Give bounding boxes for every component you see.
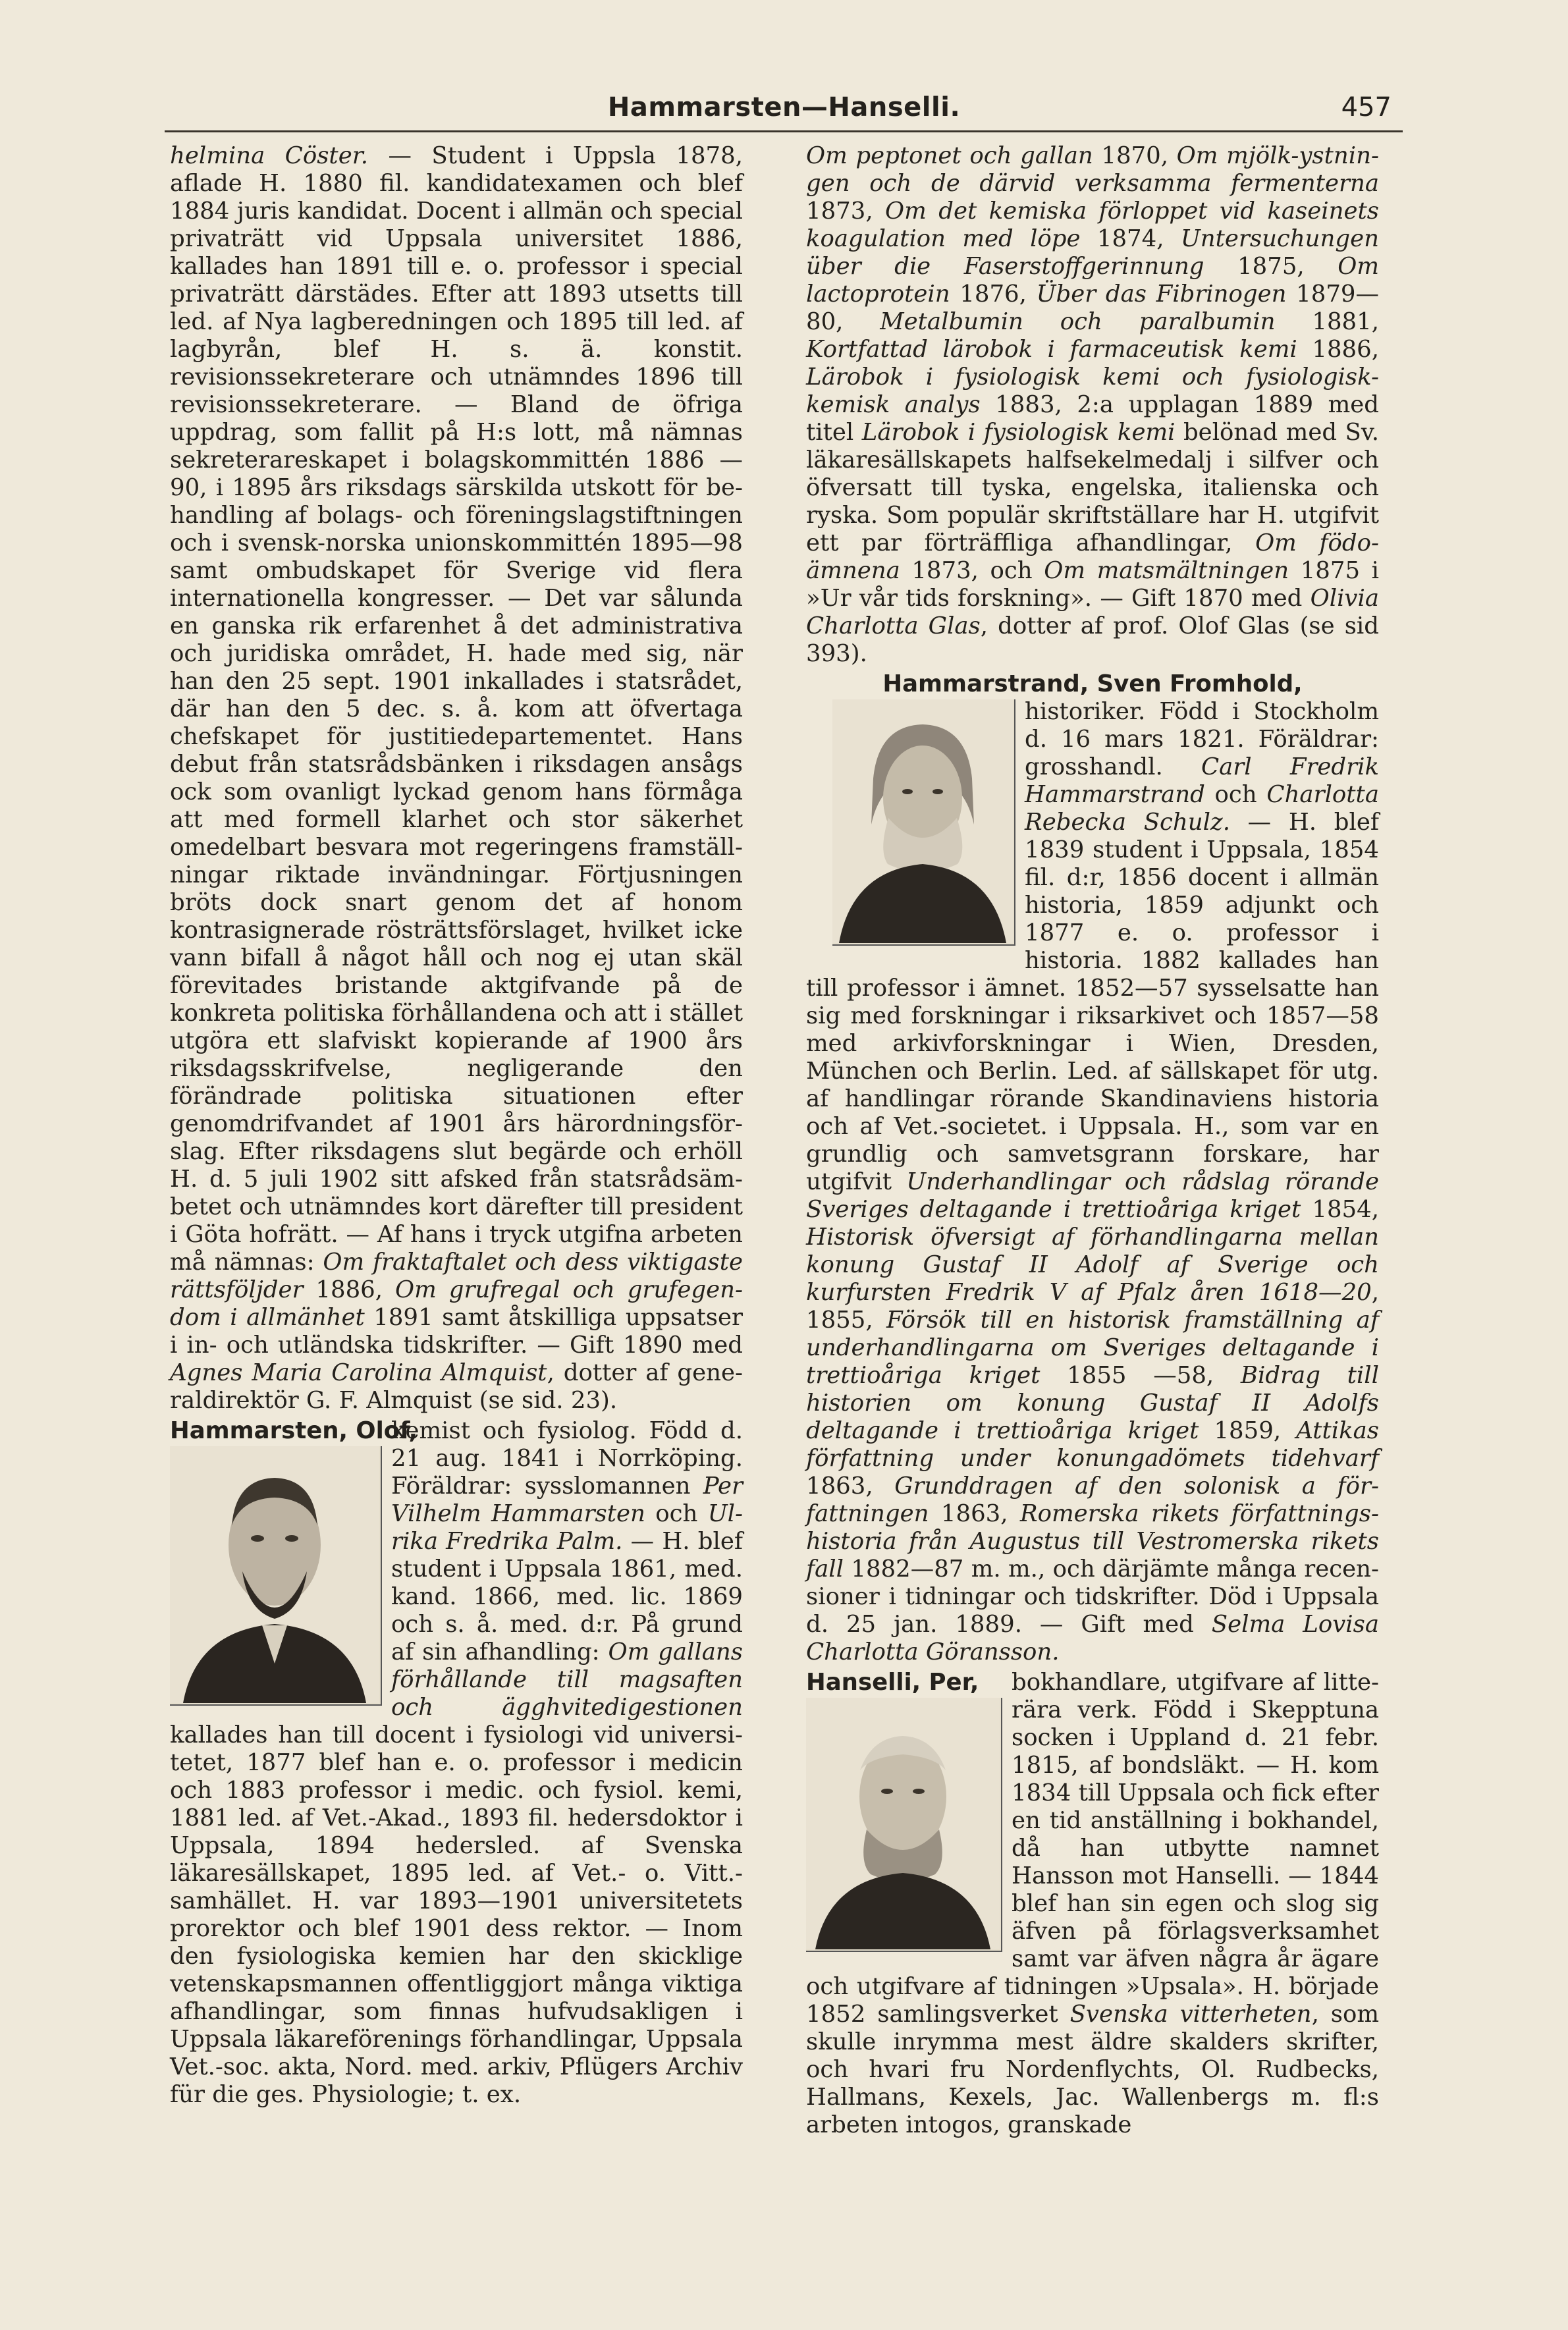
italic-run: Om mjölk-ystningen och de därvid verksamma fermenterna <box>806 142 1379 197</box>
text-run: belönad med Sv. läkaresällskapets halfsekelmedalj i silfver och öfversatt till tyska, engelska, italienska och ryska. Som populär skriftställare har H. utgifvit ett par förträffliga afhandlingar, <box>806 419 1379 556</box>
text-run: bokhandlare, utgifvare af litterära verk. Född i Skepptuna socken i Uppland d. 21 febr. 1815, af bondsläkt. — H. kom 1834 till Uppsala och fick efter en tid anställning i bokhandel, då han utbytte namnet Hansson mot Hanselli. — 1844 blef han sin egen och slog sig äfven på förlagsverksamhet samt var äfven några år ägare och utgifvare af tidningen »Upsala». H. började 1852 samlingsverket <box>806 1669 1379 2028</box>
text-run: 1886, <box>303 1276 396 1303</box>
entry-hanselli-body <box>806 1669 1379 2139</box>
italic-run: Per Vilhelm Hammarsten <box>391 1473 743 1527</box>
text-run: och <box>645 1500 708 1527</box>
text-run: , dotter af prof. Olof Glas (se sid 393). <box>806 612 1380 667</box>
portrait-hammarstrand <box>832 699 1015 946</box>
text-run: 1875 i »Ur vår tids forskning». — Gift 1870 med <box>806 557 1379 612</box>
italic-run: Grunddragen af den solonisk a författningen <box>806 1473 1379 1527</box>
italic-run: Lärobok i fysiologisk kemi <box>861 419 1176 446</box>
text-run: 1879—80, <box>806 281 1379 335</box>
text-run: kallades han till docent i fysiologi vid universitetet, 1877 blef han e. o. professor i medicin och 1883 professor i medic. och fysiol. kemi, 1881 led. af Vet.-Akad., 1893 fil. hedersdoktor i Uppsala, 1894 hedersled. af Svenska läkaresällskapet, 1895 led. af Vet.- o. Vitt.-samhället. H. var 1893—1901 universitetets prorektor och blef 1901 dess rektor. — Inom den fysiologiska kemien har den skicklige vetenskapsmannen offentliggjort många viktiga afhandlingar, som finnas hufvudsakligen i Uppsala läkareförenings förhandlingar, Uppsala Vet.-soc. akta, Nord. med. arkiv, Pflügers Archiv für die ges. Physiologie; t. ex. <box>170 1721 743 2108</box>
italic-run: Selma Lovisa Charlotta Göransson. <box>806 1611 1379 1666</box>
text-run: — H. blef student i Uppsala 1861, med. kand. 1866, med. lic. 1869 och s. å. med. d:r. På grund af sin afhandling: <box>391 1528 743 1666</box>
italic-run: Agnes Maria Carolina Almquist <box>170 1359 547 1386</box>
left-para-1 <box>170 142 743 1415</box>
italic-run: Über das Fibrinogen <box>1036 281 1287 308</box>
text-run: 1874, <box>1080 225 1181 252</box>
italic-run: Untersuchungen über die Faserstoffgerinnung <box>806 225 1380 280</box>
text-run: 1855 —58, <box>1040 1362 1241 1389</box>
header-rule <box>165 130 1403 132</box>
italic-run: Kortfattad lärobok i farmaceutisk kemi <box>806 336 1297 363</box>
italic-run: Metalbumin och paralbumin <box>880 308 1276 335</box>
text-run: 1863, <box>929 1500 1020 1527</box>
text-run: 1881, <box>1275 308 1379 335</box>
text-run: , dotter af generaldirektör G. F. Almquist (se sid. 23). <box>170 1359 743 1414</box>
portrait-hanselli-photo-icon <box>806 1698 1000 1949</box>
text-run: 1863, <box>806 1473 895 1500</box>
italic-run: Attikas författning under konungadömets tidehvarf <box>806 1417 1379 1472</box>
text-run: 1873, och <box>900 557 1044 584</box>
italic-run: Om matsmältningen <box>1044 557 1289 584</box>
italic-run: Om gallans förhållande till magsaften och ägghvitedigestionen <box>391 1639 743 1721</box>
italic-run: Om grufregal och grufegendom i allmänhet <box>170 1276 743 1331</box>
portrait-hammarsten-photo-icon <box>170 1446 379 1703</box>
italic-run: Om det kemiska förloppet vid kaseinets koagulation med löpe <box>806 198 1379 252</box>
text-run: 1876, <box>950 281 1037 308</box>
text-run: 1883, 2:a upplagan 1889 med titel <box>806 391 1380 446</box>
italic-run: Olivia Charlotta Glas <box>806 585 1379 639</box>
text-run: 1886, <box>1297 336 1379 363</box>
page-number: 457 <box>1341 92 1392 122</box>
text-run: och <box>1204 781 1267 808</box>
text-run: kemist och fysiolog. Född d. 21 aug. 1841 i Norrköping. Föräldrar: sysslomannen <box>391 1417 743 1500</box>
italic-run: Om lactoprotein <box>806 253 1379 308</box>
italic-run: Romerska rikets författningshistoria från Augustus till Vestromerska rikets fall <box>806 1500 1379 1583</box>
text-run: 1854, <box>1301 1196 1379 1223</box>
entry-hammarstrand-body <box>806 698 1379 1666</box>
italic-run: Om födoämnena <box>806 529 1379 584</box>
portrait-hammarsten <box>170 1446 382 1706</box>
entry-hanselli-headword: Hanselli, Per, <box>806 1669 979 1696</box>
entry-hammarstrand-headword: Hammarstrand, Sven Fromhold, <box>882 670 1303 697</box>
entry-hammarstrand-head <box>806 670 1379 698</box>
text-run: 1882—87 m. m., och därjämte många recensioner i tidningar och tidskrifter. Död i Uppsala d. 25 jan. 1889. — Gift med <box>806 1556 1379 1638</box>
right-para-1 <box>806 142 1379 668</box>
right-column <box>806 142 1379 2139</box>
text-run: 1859, <box>1199 1417 1297 1444</box>
italic-run: Ulrika Fredrika Palm. <box>391 1500 743 1555</box>
text-run: , som skulle inrymma mest äldre skalders skrifter, och hvari fru Nordenflychts, Ol. Rudbecks, Hallmans, Kexels, Jac. Wallenbergs m. fl:s arbeten intogos, granskade <box>806 2001 1380 2138</box>
entry-hammarsten-headword: Hammarsten, Olof, <box>170 1417 418 1444</box>
left-column <box>170 142 743 2109</box>
portrait-hammarstrand-photo-icon <box>832 699 1013 943</box>
portrait-hanselli <box>806 1698 1002 1952</box>
italic-run: Svenska vitterheten <box>1069 2001 1312 2028</box>
text-run: , 1855, <box>806 1279 1379 1334</box>
text-run: 1870, <box>1093 142 1177 169</box>
italic-run: Bidrag till historien om konung Gustaf II Adolfs deltagande i trettioåriga kriget <box>806 1362 1379 1444</box>
italic-run: helmina Cöster. <box>170 142 369 169</box>
italic-run: Om fraktaftalet och dess viktigaste rättsföljder <box>170 1249 743 1303</box>
italic-run: Försök till en historisk framställning af underhandlingarna om Sveriges deltagande i trettioåriga kriget <box>806 1307 1379 1389</box>
text-run: 1891 samt åtskilliga uppsatser i in- och utländska tidskrifter. — Gift 1890 med <box>170 1304 743 1359</box>
italic-run: Carl Fredrik Hammarstrand <box>1025 753 1379 808</box>
text-run: historiker. Född i Stockholm d. 16 mars 1821. Föräldrar: grosshandl. <box>1025 698 1379 780</box>
text-run: — H. blef 1839 student i Uppsala, 1854 fil. d:r, 1856 docent i allmän historia, 1859 adjunkt och 1877 e. o. professor i historia. 1882 kallades han till professor i ämnet. 1852—57 sysselsatte han sig med forskningar i riksarkivet och 1857—58 med arkivforskningar i Wien, Dresden, München och Berlin. Led. af sällskapet för utg. af handlingar rörande Skandinaviens historia och af Vet.-societet. i Uppsala. H., som var en grundlig och samvetsgrann forskare, har utgifvit <box>806 809 1379 1195</box>
text-run: 1875, <box>1204 253 1338 280</box>
running-header: Hammarsten—Hanselli. <box>607 92 961 122</box>
italic-run: Historisk öfversigt af förhandlingarna mellan konung Gustaf II Adolf af Sverige och kurfursten Fredrik V af Pfalz åren 1618—20 <box>806 1224 1379 1306</box>
entry-hammarsten-body <box>170 1417 743 2109</box>
text-run: 1873, <box>806 198 886 225</box>
italic-run: Om peptonet och gallan <box>806 142 1093 169</box>
italic-run: Charlotta Rebecka Schulz. <box>1025 781 1379 836</box>
italic-run: Underhandlingar och rådslag rörande Sveriges deltagande i trettioåriga kriget <box>806 1168 1380 1223</box>
text-run: — Student i Uppsla 1878, aflade H. 1880 fil. kandidatexamen och blef 1884 juris kandidat. Docent i allmän och special privaträtt vid Uppsala universitet 1886, kallades han 1891 till e. o. professor i special privaträtt därstädes. Efter att 1893 utsetts till led. af Nya lagberedningen och 1895 till led. af lagbyrån, blef H. s. ä. konstit. revisionssekreterare och utnämndes 1896 till revisionssekreterare. — Bland de öfriga uppdrag, som fallit på H:s lott, må nämnas sekreterareskapet i bolagskommittén 1886 —90, i 1895 års riksdags särskilda utskott för behandling af bolags- och föreningslagstiftningen och i svensk-norska unionskommittén 1895—98 samt ombudskapet för Sverige vid flera internationella kongresser. — Det var sålunda en ganska rik erfarenhet å det administrativa och juridiska området, H. hade med sig, när han den 25 sept. 1901 inkallades i statsrådet, där han den 5 dec. s. å. kom att öfvertaga chefskapet för justitiedepartementet. Hans debut från statsrådsbänken i riksdagen ansågs ock som ovanligt lyckad genom hans förmåga att med formell klarhet och stor säkerhet omedelbart besvara mot regeringens framställningar riktade invändningar. Förtjusningen bröts dock snart genom det af honom kontrasignerade rösträttsförslaget, hvilket icke vann bifall å något håll och nog ej utan skäl förevitades bristande aktgifvande på de konkreta politiska förhållandena och att i stället utgöra ett slafviskt kopierande af 1900 års riksdagsskrifvelse, negligerande den förändrade politiska situationen efter genomdrifvandet af 1901 års härordningsförslag. Efter riksdagens slut begärde och erhöll H. d. 5 juli 1902 sitt afsked från statsrådsämbetet och utnämndes kort därefter till president i Göta hofrätt. — Af hans i tryck utgifna arbeten må nämnas: <box>170 142 743 1276</box>
italic-run: Lärobok i fysiologisk kemi och fysiologisk-kemisk analys <box>806 364 1379 418</box>
